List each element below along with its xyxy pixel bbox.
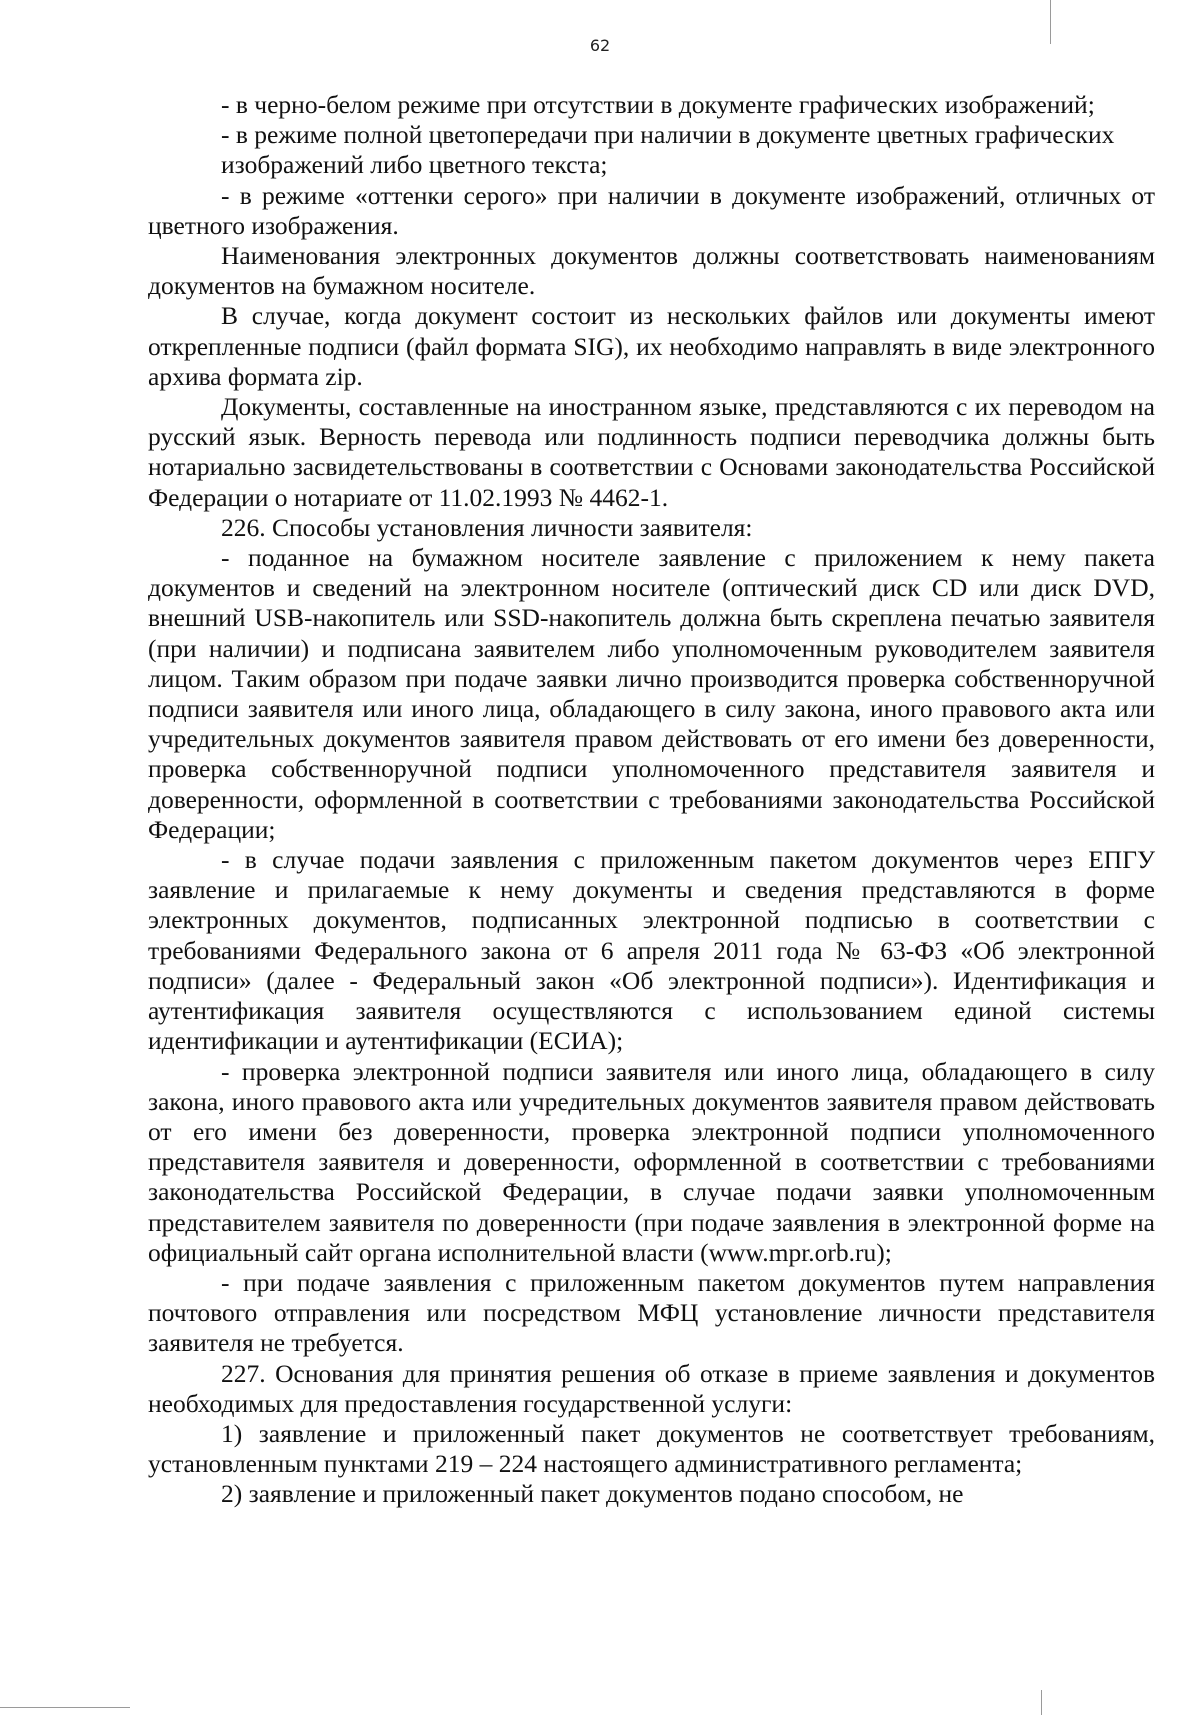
document-body [148, 90, 1155, 1510]
paragraph-grayscale-mode: - в режиме «оттенки серого» при наличии в документе изображений, отличных от цветного изображения. [148, 180, 1155, 240]
paragraph-paper-submission: - поданное на бумажном носителе заявление с приложением к нему пакета документов и сведений на электронном носителе (оптический диск CD или диск DVD, внешний USB-накопитель или SSD-накопитель должна быть скреплена печатью заявителя (при наличии) и подписана заявителем либо уполномоченным руководителем заявителя лицом. Таким образом при подаче заявки лично производится проверка собственноручной подписи заявителя или иного лица, обладающего в силу закона, иного правового акта или учредительных документов заявителя правом действовать от его имени без доверенности, проверка собственноручной подписи уполномоченного представителя заявителя и доверенности, оформленной в соответствии с требованиями законодательства Российской Федерации; [148, 543, 1155, 844]
scan-edge-mark-bottom-left [0, 1707, 130, 1708]
paragraph-mail-submission: - при подаче заявления с приложенным пакетом документов путем направления почтового отправления или посредством МФЦ установление личности представителя заявителя не требуется. [148, 1267, 1155, 1358]
paragraph-epgu-submission: - в случае подачи заявления с приложенным пакетом документов через ЕПГУ заявление и прилагаемые к нему документы и сведения представляются в форме электронных документов, подписанных электронной подписью в соответствии с требованиями Федерального закона от 6 апреля 2011 года № 63-ФЗ «Об электронной подписи» (далее - Федеральный закон «Об электронной подписи»). Идентификация и аутентификация заявителя осуществляются с использованием единой системы идентификации и аутентификации (ЕСИА); [148, 845, 1155, 1056]
scan-edge-mark-bottom-right [1041, 1690, 1042, 1715]
scan-edge-mark-top-right [1050, 0, 1051, 44]
page-number: 62 [589, 36, 611, 55]
paragraph-bw-mode: - в черно-белом режиме при отсутствии в документе графических изображений; [221, 90, 1095, 119]
paragraph-signature-check: - проверка электронной подписи заявителя или иного лица, обладающего в силу закона, иного правового акта или учредительных документов заявителя правом действовать от его имени без доверенности, проверка электронной подписи уполномоченного представителя заявителя и доверенности, оформленной в соответствии с требованиями законодательства Российской Федерации, в случае подачи заявки уполномоченным представителем заявителя по доверенности (при подаче заявления в электронной форме на официальный сайт органа исполнительной власти (www.mpr.orb.ru); [148, 1056, 1155, 1267]
paragraph-zip-archive: В случае, когда документ состоит из нескольких файлов или документы имеют открепленные подписи (файл формата SIG), их необходимо направлять в виде электронного архива формата zip. [148, 301, 1155, 391]
paragraph-ground-2: 2) заявление и приложенный пакет документов подано способом, не [221, 1479, 964, 1509]
paragraph-color-mode: - в режиме полной цветопередачи при наличии в документе цветных графических изображений либо цветного текста; [221, 120, 1115, 180]
paragraph-226-heading: 226. Способы установления личности заявителя: [221, 512, 753, 542]
paragraph-ground-1: 1) заявление и приложенный пакет документов не соответствует требованиям, установленным пунктами 219 – 224 настоящего административного регламента; [148, 1418, 1155, 1479]
paragraph-document-names: Наименования электронных документов должны соответствовать наименованиям документов на бумажном носителе. [148, 241, 1155, 301]
paragraph-227-heading: 227. Основания для принятия решения об отказе в приеме заявления и документов необходимых для предоставления государственной услуги: [148, 1358, 1155, 1418]
paragraph-foreign-language: Документы, составленные на иностранном языке, представляются с их переводом на русский язык. Верность перевода или подлинность подписи переводчика должны быть нотариально засвидетельствованы в соответствии с Основами законодательства Российской Федерации о нотариате от 11.02.1993 № 4462-1. [148, 392, 1155, 512]
